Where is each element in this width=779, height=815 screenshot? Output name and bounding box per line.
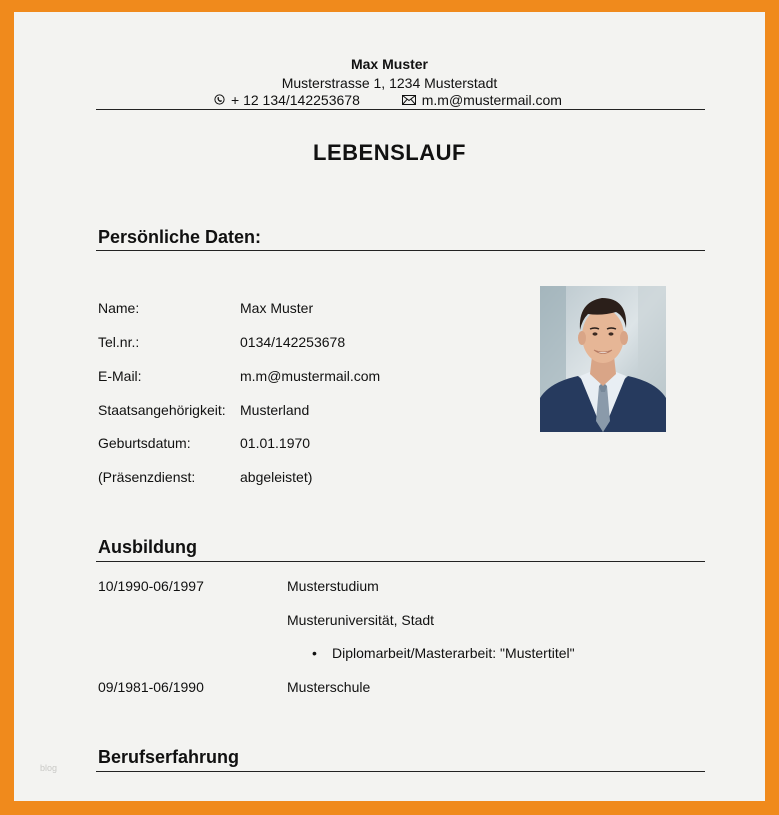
- section-title-education: Ausbildung: [98, 537, 197, 557]
- education-date-1: 10/1990-06/1997: [98, 578, 204, 594]
- section-title-experience: Berufserfahrung: [98, 747, 240, 767]
- personal-label-birthdate: Geburtsdatum:: [98, 435, 191, 451]
- education-degree-2: Musterschule: [287, 679, 371, 695]
- personal-value-birthdate: 01.01.1970: [240, 435, 311, 451]
- section-divider-experience: [96, 771, 705, 772]
- personal-value-email: m.m@mustermail.com: [240, 368, 381, 384]
- education-bullet-text: Diplomarbeit/Masterarbeit: "Mustertitel": [332, 645, 575, 661]
- personal-value-service: abgeleistet): [240, 469, 313, 485]
- header-contact: [214, 92, 562, 108]
- header-name: Max Muster: [350, 56, 429, 72]
- personal-value-phone: 0134/142253678: [240, 334, 346, 350]
- personal-label-nationality: Staatsangehörigkeit:: [98, 402, 226, 418]
- cv-page: [14, 12, 765, 801]
- header-phone-text: + 12 134/142253678: [231, 92, 360, 108]
- section-title-personal: Persönliche Daten:: [98, 227, 262, 247]
- personal-label-service: (Präsenzdienst:: [98, 469, 196, 485]
- personal-label-email: E-Mail:: [98, 368, 142, 384]
- education-date-2: 09/1981-06/1990: [98, 679, 204, 695]
- education-bullet-1: [312, 645, 575, 661]
- header-phone: [214, 92, 360, 108]
- phone-icon: [214, 92, 225, 108]
- education-institution-1: Musteruniversität, Stadt: [287, 612, 435, 628]
- education-degree-1: Musterstudium: [287, 578, 379, 594]
- header-address: Musterstrasse 1, 1234 Musterstadt: [281, 75, 498, 91]
- section-divider-personal: [96, 250, 705, 251]
- personal-label-phone: Tel.nr.:: [98, 334, 140, 350]
- header-email: [402, 92, 562, 108]
- document-title: LEBENSLAUF: [313, 140, 466, 165]
- personal-value-name: Max Muster: [240, 300, 314, 316]
- bullet-icon: •: [312, 645, 317, 661]
- section-divider-education: [96, 561, 705, 562]
- header-email-text: m.m@mustermail.com: [421, 92, 562, 108]
- personal-value-nationality: Musterland: [240, 402, 310, 418]
- watermark-text: blog: [40, 763, 58, 773]
- envelope-icon: [402, 92, 416, 108]
- profile-photo: [540, 286, 666, 432]
- personal-label-name: Name:: [98, 300, 140, 316]
- header-divider: [96, 109, 705, 110]
